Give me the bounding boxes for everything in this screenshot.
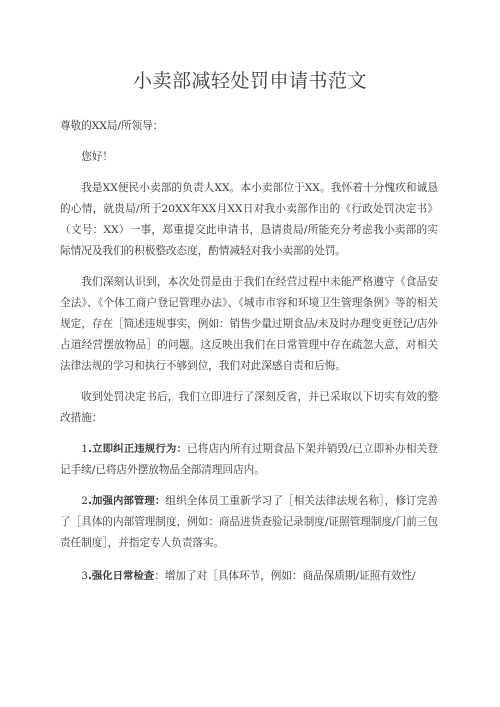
measure-item-1 [60,439,438,481]
salutation: 尊敬的XX局/所领导： [60,120,164,132]
measure-heading: .强化日常检查 [87,570,155,582]
document-body [60,116,438,597]
measure-text: ：增加了对［具体环节，例如：商品保质期/证照有效性/ [154,570,416,582]
measure-number: 3 [81,570,88,582]
paragraph-acknowledgement: 我们深刻认识到，本次处罚是由于我们在经营过程中未能严格遵守《食品安全法》、《个体工商户登记管理办法》、《城市市容和环境卫生管理条例》等的相关规定，存在［简述违规事实，例如：销售少量过期食品/未及时办理变更登记/店外占道经营摆放物品］的问题。这反映出我们在日常管理中存在疏忽大意，对相关法律法规的学习和执行不够到位，我们对此深感自责和后悔。 [60,276,438,372]
measure-text: 组织全体员工重新学习了［相关法律法规名称］，修订完善了［具体的内部管理制度，例如：商品进货查验记录制度/证照管理制度/门前三包责任制度］，并指定专人负责落实。 [60,495,438,549]
measure-item-2 [60,491,438,554]
measure-heading: .加强内部管理： [87,495,166,507]
greeting: 您好！ [81,151,113,163]
paragraph-intro: 我是XX便民小卖部的负责人XX。本小卖部位于XX。我怀着十分愧疚和诚恳的心情，就贵局/所于20XX年XX月XX日对我小卖部作出的《行政处罚决定书》（文号：XX）一事，郑重提交此申请书，恳请贵局/所能充分考虑我小卖部的实际情况及我们的积极整改态度，酌情减轻对我小卖部的处罚。 [60,182,438,257]
measure-text: 已将店内所有过期食品下架并销毁/已立即补办相关登记手续/已将店外摆放物品全部清理回店内。 [60,443,438,476]
measure-item-3 [60,566,438,587]
measure-number: 1 [81,443,88,455]
measure-heading: .立即纠正违规行为： [87,443,188,455]
paragraph-measures-intro: 收到处罚决定书后，我们立即进行了深刻反省，并已采取以下切实有效的整改措施： [60,391,438,424]
measure-number: 2 [81,495,88,507]
document-title: 小卖部减轻处罚申请书范文 [132,70,367,92]
